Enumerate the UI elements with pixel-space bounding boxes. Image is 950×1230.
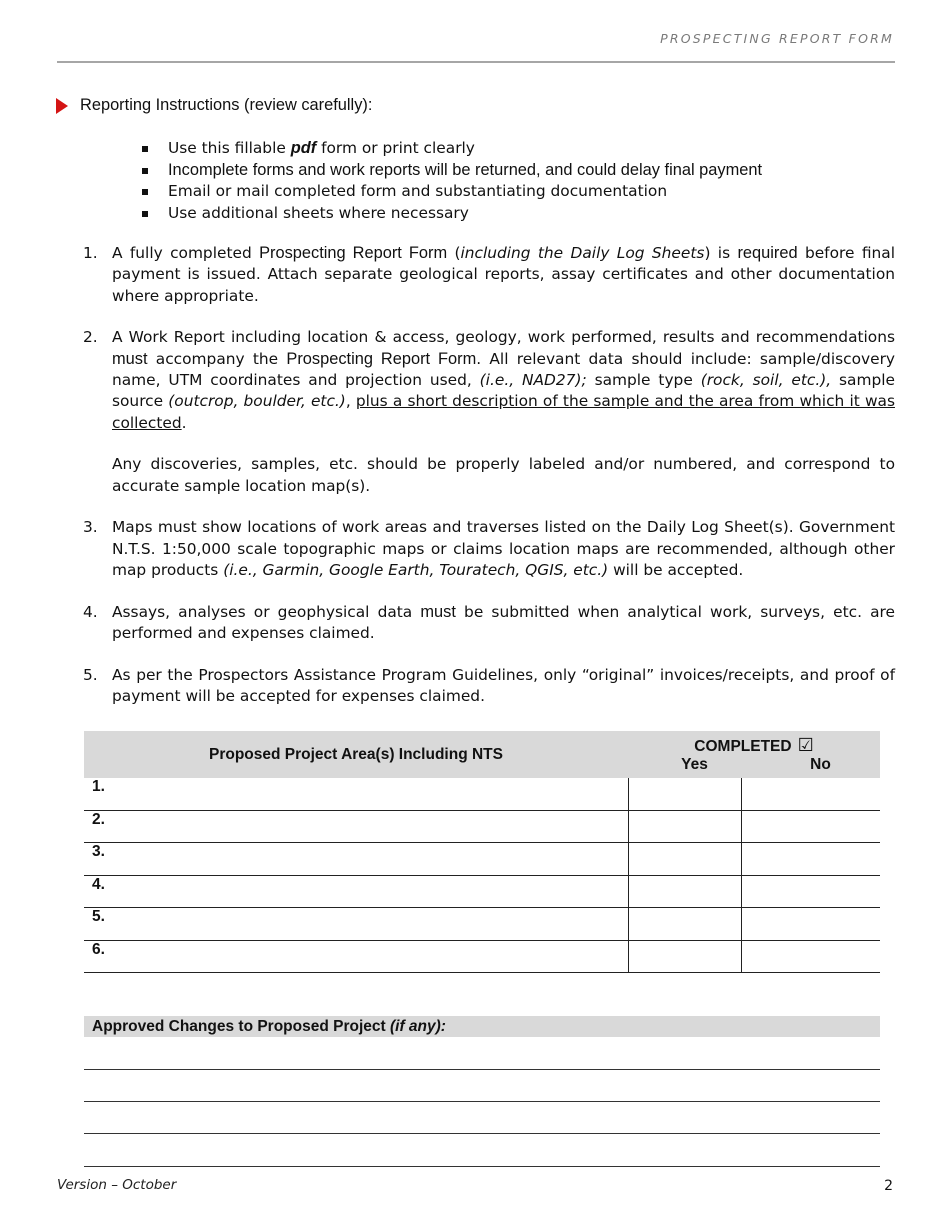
text-run: ) is xyxy=(704,244,738,262)
strong-text: required xyxy=(737,244,798,262)
table-row xyxy=(84,778,880,810)
table-row xyxy=(84,810,880,843)
instruction-bullets xyxy=(139,138,762,224)
form-title-header: PROSPECTING REPORT FORM xyxy=(660,31,894,46)
instructions-title: Reporting Instructions (review carefully): xyxy=(80,96,373,114)
text-run: Maps must show locations of work areas and traverses listed on the Daily Log Sheet(s). Government N.T.S. 1:50,000 scale topographic maps or claims location maps are recommended, although other map products xyxy=(112,518,895,580)
item-number: 5. xyxy=(83,665,98,684)
area-input-field[interactable]: 2. xyxy=(84,810,628,843)
checkbox-icon: ☑ xyxy=(797,735,814,755)
item-number: 4. xyxy=(83,602,98,621)
em-text: (rock, soil, etc.), xyxy=(700,370,832,389)
table-row xyxy=(84,908,880,941)
bullet-text-post: form or print clearly xyxy=(316,139,475,157)
header-divider xyxy=(57,61,895,63)
em-text: (i.e., NAD27); xyxy=(479,370,587,389)
strong-text: must xyxy=(112,349,148,368)
yes-field[interactable] xyxy=(628,778,741,810)
no-field[interactable] xyxy=(741,908,880,941)
bullet-text: Email or mail completed form and substantiating documentation xyxy=(168,182,668,200)
requirement-4 xyxy=(81,602,895,645)
completed-label: COMPLETED xyxy=(694,738,792,755)
underlined-text: plus a short description of the sample and the area from which it was collected xyxy=(112,392,895,432)
bullet-text-pre: Use this fillable xyxy=(168,139,291,157)
approved-changes-header xyxy=(84,1016,880,1037)
approved-changes-label: Approved Changes to Proposed Project xyxy=(92,1018,390,1035)
requirement-2 xyxy=(81,327,895,497)
em-text: (outcrop, boulder, etc.) xyxy=(168,392,346,411)
item-text xyxy=(112,243,895,307)
item-text xyxy=(112,602,895,645)
no-field[interactable] xyxy=(741,940,880,973)
text-run: A Work Report including location & access, geology, work performed, results and recommendations xyxy=(112,328,895,347)
text-run: A fully completed xyxy=(112,244,260,262)
changes-input-line[interactable] xyxy=(84,1101,880,1102)
item-text: As per the Prospectors Assistance Program Guidelines, only “original” invoices/receipts, and proof of payment will be accepted for expenses claimed. xyxy=(112,665,895,706)
yes-field[interactable] xyxy=(628,940,741,973)
instructions-heading xyxy=(56,96,372,115)
text-run: will be accepted. xyxy=(608,561,744,580)
bullet-square-icon xyxy=(142,168,148,174)
text-run: sample type xyxy=(586,370,701,389)
requirement-5 xyxy=(81,665,895,708)
yes-column-header: Yes xyxy=(681,756,708,773)
no-field[interactable] xyxy=(741,843,880,876)
yes-field[interactable] xyxy=(628,843,741,876)
area-input-field[interactable]: 5. xyxy=(84,908,628,941)
item-text-paragraph-2: Any discoveries, samples, etc. should be properly labeled and/or numbered, and correspond to accurate sample location map(s). xyxy=(112,455,895,495)
text-run: accompany the xyxy=(147,349,287,368)
list-item xyxy=(139,138,762,160)
table-row xyxy=(84,875,880,908)
page-number: 2 xyxy=(884,1178,893,1194)
item-number: 1. xyxy=(83,244,98,262)
strong-text: must xyxy=(420,602,456,621)
bullet-text-em: pdf xyxy=(290,139,317,157)
bullet-text: Use additional sheets where necessary xyxy=(168,203,469,222)
no-field[interactable] xyxy=(741,778,880,810)
list-item xyxy=(139,181,762,203)
list-item xyxy=(139,160,762,182)
item-number: 2. xyxy=(83,328,98,347)
text-run: . xyxy=(181,413,187,432)
yes-field[interactable] xyxy=(628,875,741,908)
changes-input-line[interactable] xyxy=(84,1133,880,1134)
em-text: (i.e., Garmin, Google Earth, Touratech, QGIS, etc.) xyxy=(223,561,609,580)
approved-changes-qualifier: (if any): xyxy=(390,1018,446,1035)
text-run: , xyxy=(345,392,356,411)
text-run: before final payment is issued. Attach separate geological reports, assay certificates and other documentation where appropriate. xyxy=(112,244,895,305)
strong-text: Prospecting Report Form xyxy=(286,349,477,368)
yes-field[interactable] xyxy=(628,908,741,941)
table-row xyxy=(84,940,880,973)
bullet-square-icon xyxy=(142,211,148,217)
completed-column-header xyxy=(628,731,880,778)
no-field[interactable] xyxy=(741,875,880,908)
item-number: 3. xyxy=(83,518,98,537)
bullet-square-icon xyxy=(142,146,148,152)
requirement-3 xyxy=(81,517,895,581)
project-area-table xyxy=(84,731,880,973)
area-input-field[interactable]: 3. xyxy=(84,843,628,876)
area-column-header: Proposed Project Area(s) Including NTS xyxy=(84,731,628,778)
area-input-field[interactable]: 4. xyxy=(84,875,628,908)
table-header-row xyxy=(84,731,880,778)
text-run: sample source xyxy=(112,370,895,411)
text-run: ( xyxy=(447,244,461,262)
bullet-square-icon xyxy=(142,189,148,195)
changes-input-line[interactable] xyxy=(84,1166,880,1167)
em-text: including the Daily Log Sheets xyxy=(460,244,705,262)
footer-version: Version – October xyxy=(57,1177,177,1193)
changes-input-line[interactable] xyxy=(84,1069,880,1070)
area-input-field[interactable]: 1. xyxy=(84,778,628,810)
text-run: Assays, analyses or geophysical data xyxy=(112,602,421,621)
text-run: . All relevant data should include: sample/discovery name, UTM coordinates and projection used, xyxy=(112,349,896,389)
list-item xyxy=(139,203,762,225)
strong-text: Prospecting Report Form xyxy=(259,244,448,262)
numbered-requirements xyxy=(81,243,895,728)
item-text xyxy=(112,327,895,433)
bullet-text: Incomplete forms and work reports will be returned, and could delay final payment xyxy=(168,160,763,179)
table-row xyxy=(84,843,880,876)
red-arrow-icon xyxy=(56,98,68,114)
item-text xyxy=(112,517,895,581)
no-column-header: No xyxy=(810,756,831,773)
requirement-1 xyxy=(81,243,895,307)
yes-field[interactable] xyxy=(628,810,741,843)
no-field[interactable] xyxy=(741,810,880,843)
area-input-field[interactable]: 6. xyxy=(84,940,628,973)
text-run: be submitted when analytical work, surveys, etc. are performed and expenses claimed. xyxy=(112,602,895,643)
